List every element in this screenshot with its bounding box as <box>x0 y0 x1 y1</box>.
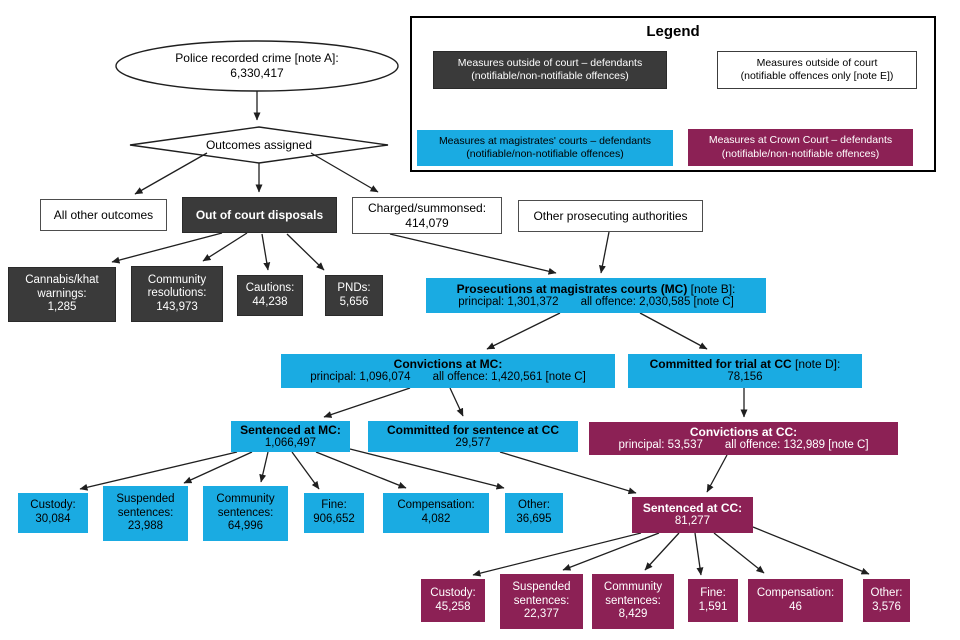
node-title: Other: <box>870 586 903 599</box>
node-committed-for-sentence-at-cc <box>368 421 578 452</box>
node-value: 414,079 <box>405 215 449 230</box>
node-title: Charged/summonsed: <box>367 201 487 216</box>
node-value: 8,429 <box>618 608 648 621</box>
node-value: 5,656 <box>339 295 369 308</box>
node-title: Suspended sentences: <box>116 493 175 519</box>
node-title: Committed for sentence at CC <box>386 422 560 437</box>
node-committed-for-trial-at-cc <box>628 354 862 388</box>
node-value: 36,695 <box>516 513 552 525</box>
principal-value: principal: 1,096,074 <box>310 371 411 384</box>
legend-label: Measures at Crown Court – defendants <box>708 134 893 147</box>
node-outcomes-assigned <box>129 128 389 162</box>
node-out-of-court-disposals <box>182 197 337 233</box>
node-sentenced-at-mc <box>231 421 350 452</box>
node-title: Compensation: <box>397 499 475 512</box>
node-value: 4,082 <box>421 513 451 525</box>
node-note: [note D]: <box>791 357 841 372</box>
node-title: Community resolutions: <box>147 273 207 300</box>
node-title: Police recorded crime [note A]: <box>175 51 339 65</box>
node-mc-compensation <box>383 493 489 533</box>
node-value: 23,988 <box>127 520 164 533</box>
all-offence-value: all offence: 2,030,585 [note C] <box>580 295 734 308</box>
legend-title: Legend <box>646 23 700 40</box>
node-title: Committed for trial at CC <box>649 357 792 372</box>
node-mc-suspended-sentences <box>103 486 188 541</box>
legend-item-outside-court-notifiable <box>717 51 917 89</box>
node-value: 44,238 <box>252 295 288 308</box>
node-title: Compensation: <box>756 586 835 599</box>
node-title: Other: <box>518 499 550 512</box>
node-title: Fine: <box>700 586 726 599</box>
node-mc-custody <box>18 493 88 533</box>
legend-item-outside-court-defendants <box>433 51 667 89</box>
node-all-other-outcomes <box>40 199 167 231</box>
node-title: Convictions at CC: <box>689 424 798 439</box>
node-title: Custody: <box>430 586 476 599</box>
node-note: [note B]: <box>687 281 736 296</box>
node-title: PNDs: <box>337 281 371 294</box>
node-values <box>310 371 586 385</box>
node-value: 3,576 <box>872 600 901 613</box>
legend-item-crown-court <box>688 129 913 166</box>
node-other-prosecuting-authorities <box>518 200 703 232</box>
node-label: Other prosecuting authorities <box>533 208 688 223</box>
node-value: 1,066,497 <box>264 436 317 449</box>
legend-label: Measures outside of court – defendants <box>457 56 643 69</box>
legend-item-magistrates-courts <box>417 130 673 166</box>
node-title: Prosecutions at magistrates courts (MC) <box>456 281 688 296</box>
node-pnds <box>325 275 383 316</box>
node-value: 1,591 <box>698 600 728 613</box>
node-values <box>458 296 734 310</box>
node-police-recorded-crime <box>117 41 397 91</box>
node-cc-custody <box>421 579 485 622</box>
node-title: Custody: <box>30 499 76 512</box>
node-value: 143,973 <box>156 300 198 313</box>
legend-label: Measures at magistrates' courts – defendants <box>438 134 652 147</box>
legend-label: (notifiable offences only [note E]) <box>740 70 894 82</box>
node-cc-compensation <box>748 579 843 622</box>
node-cannabis-khat-warnings <box>8 267 116 322</box>
node-value: 78,156 <box>727 371 763 384</box>
node-title: Fine: <box>321 499 347 512</box>
node-title: Cannabis/khat warnings: <box>25 274 99 300</box>
all-offence-value: all offence: 132,989 [note C] <box>724 438 869 451</box>
all-offence-value: all offence: 1,420,561 [note C] <box>432 371 586 384</box>
node-cc-fine <box>688 579 738 622</box>
node-value: 1,285 <box>47 301 77 314</box>
node-title: Sentenced at CC: <box>642 501 743 516</box>
node-title: Cautions: <box>245 281 295 294</box>
node-title: Sentenced at MC: <box>240 422 341 437</box>
principal-value: principal: 53,537 <box>618 438 703 451</box>
principal-value: principal: 1,301,372 <box>458 295 559 308</box>
node-mc-other <box>505 493 563 533</box>
node-value: 45,258 <box>435 600 471 613</box>
node-value: 29,577 <box>455 436 491 449</box>
node-title-line <box>457 282 736 296</box>
node-label: All other outcomes <box>53 207 154 222</box>
legend-label: (notifiable/non-notifiable offences) <box>466 148 624 160</box>
legend-label: (notifiable/non-notifiable offences) <box>471 70 629 82</box>
node-value: 22,377 <box>523 608 560 621</box>
node-value: 64,996 <box>227 520 264 533</box>
legend-label: (notifiable/non-notifiable offences) <box>721 147 880 160</box>
node-charged-summonsed <box>352 197 502 234</box>
node-label: Outcomes assigned <box>205 137 313 152</box>
node-cc-community-sentences <box>592 574 674 629</box>
node-prosecutions-at-mc <box>426 278 766 313</box>
node-title: Suspended sentences: <box>512 581 571 607</box>
node-label: Out of court disposals <box>195 207 324 222</box>
node-convictions-at-mc <box>281 354 615 388</box>
node-cc-suspended-sentences <box>500 574 583 629</box>
node-mc-fine <box>304 493 364 533</box>
node-value: 46 <box>789 600 802 613</box>
node-cc-other <box>863 579 910 622</box>
node-values <box>618 439 868 453</box>
legend-panel <box>410 16 936 172</box>
node-mc-community-sentences <box>203 486 288 541</box>
node-cautions <box>237 275 303 316</box>
node-sentenced-at-cc <box>632 497 753 533</box>
node-convictions-at-cc <box>589 422 898 455</box>
node-value: 906,652 <box>313 513 355 525</box>
node-title-line <box>650 357 841 371</box>
node-value: 81,277 <box>674 515 711 528</box>
node-title: Convictions at MC: <box>393 357 503 372</box>
node-title: Community sentences: <box>216 493 275 519</box>
legend-label: Measures outside of court <box>756 56 878 69</box>
node-value: 6,330,417 <box>230 66 284 80</box>
node-community-resolutions <box>131 266 223 322</box>
node-title: Community sentences: <box>603 581 663 607</box>
node-value: 30,084 <box>35 513 71 525</box>
